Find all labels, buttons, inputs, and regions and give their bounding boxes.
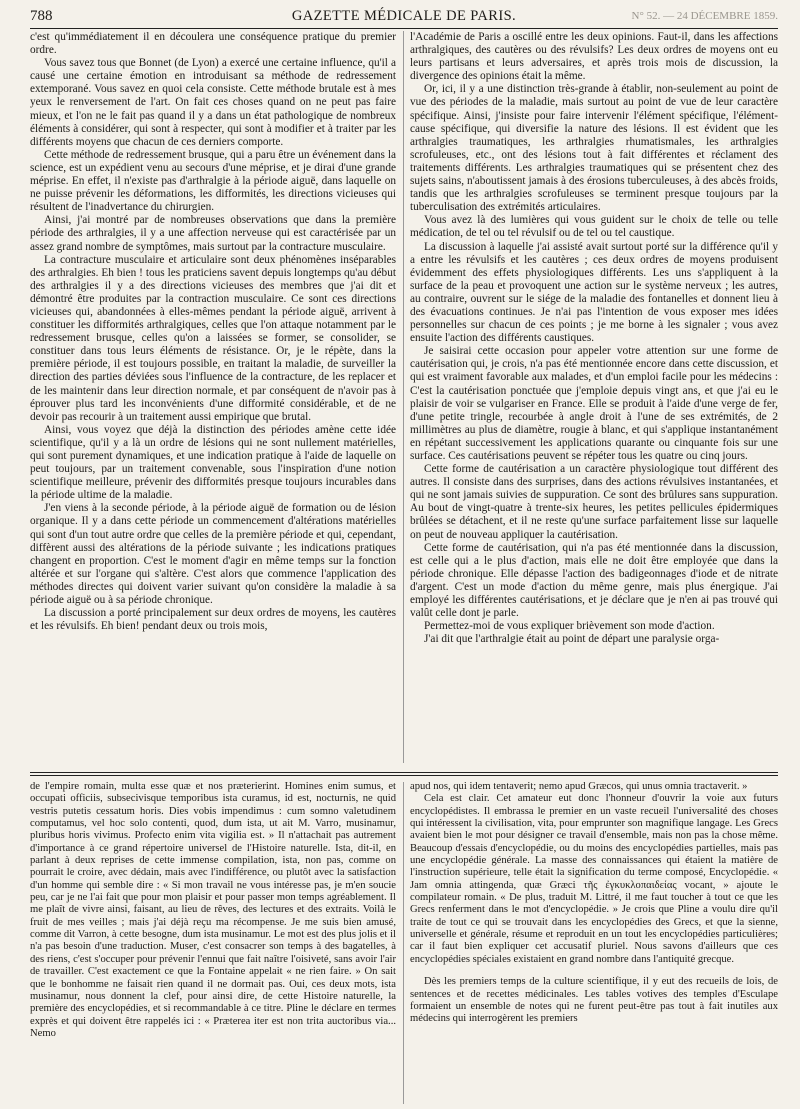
feuilleton-column-right (410, 781, 778, 1026)
column-rule-top (403, 31, 404, 763)
paragraph: Vous savez tous que Bonnet (de Lyon) a exercé une certaine influence, qu'il a causé une certaine émotion en introduisant sa méthode de redressement extemporané. Vous savez en quoi cela consiste. Cette méthode brutale est à mes yeux le renversement de l'art. On fait ces choses quand on ne peut pas faire mieux, et l'on ne le fait pas quand il y a dans un état pathologique de nombreux éléments à considérer, qui sont à respecter, qui sont à modifier et à traiter par les différents moyens que chacun de ces derniers comporte. (30, 57, 396, 148)
paragraph: Dès les premiers temps de la culture scientifique, il y eut des recueils de lois, de sentences et de recettes médicinales. Les tables votives des temples d'Esculape formaient un ensemble de notes qui ne furent peut-être pas tout à fait inutiles aux médecins qui interrogèrent les premiers (410, 976, 778, 1025)
paragraph: Cette méthode de redressement brusque, qui a paru être un événement dans la science, est un expédient venu au secours d'une méprise, et je dirai d'une grande méprise. En effet, il n'existe pas d'arthralgie à la période aiguë, dans laquelle on ne puisse prévenir les déformations, les difformités, les directions vicieuses qui résultent de l'inadvertance du chirurgien. (30, 148, 396, 214)
issue-date-faint: N° 52. — 24 DÉCEMBRE 1859. (631, 10, 778, 22)
paragraph: Permettez-moi de vous expliquer brièvement son mode d'action. (424, 620, 715, 633)
paragraph: Cette forme de cautérisation, qui n'a pas été mentionnée dans la discussion, est celle qui a le plus d'action, mais elle ne doit être employée que dans la période chronique. Elle dépasse l'action des badigeonnages d'iode et de nitrate d'argent. C'est un mode d'action du même genre, mais plus énergique. J'ai employé les différentes cautérisations, et je déclare que je n'en ai pas trouvé qui valût celle dont je parle. (410, 541, 778, 620)
paragraph: Or, ici, il y a une distinction très-grande à établir, non-seulement au point de vue des périodes de la maladie, mais surtout au point de vue de leur caractère spécifique. Ainsi, j'insiste pour faire intervenir l'élément spécifique, l'élément-cause spécifique, qui diversifie la nature des lésions. Il est évident que les arthralgies traumatiques, les arthralgies rhumatismales, les arthralgies scrofuleuses, etc., ont des lésions tout à fait différentes et réclament des traitements différents. Les arthralgies traumatiques qui se présentent chez des sujets sains, n'aboutissent jamais à des érosions tuberculeuses, à des abcès froids, tandis que les arthralgies scrofuleuses se terminent presque toujours par la tuberculisation des extrémités articulaires. (410, 83, 778, 214)
paragraph: La contracture musculaire et articulaire sont deux phénomènes inséparables des arthralgies. Eh bien ! tous les praticiens savent depuis longtemps qu'au début des arthralgies il y a des directions vicieuses des membres que j'ai dit et démontré être produites par la contraction musculaire. Ce sont ces directions vicieuses qui, abandonnées à elles-mêmes pendant la période aiguë, arrivent à constituer les difformités arthralgiques, celles que l'on attaque notamment par le redressement brusque, celles qu'on a laissées se former, se consolider, se constituer dans tous leurs éléments de résistance. Or, je le répète, dans la première période, il est toujours possible, en traitant la maladie, de surveiller la direction des parties déviées sous l'influence de la contracture, de les replacer et de les maintenir dans leur direction normale, et par conséquent de n'avoir pas à éprouver plus tard les inconvénients d'une difformité considérable, et de ne devoir pas recourir à un traitement aussi empirique que brutal. (30, 253, 396, 423)
article-column-left (30, 31, 396, 633)
feuilleton-separator-inner (30, 775, 778, 776)
article-column-right (410, 31, 778, 646)
feuilleton-column-left (30, 781, 396, 1040)
paragraph: l'Académie de Paris a oscillé entre les deux opinions. Faut-il, dans les affections arthralgiques, des cautères ou des révulsifs? Les deux ordres de moyens ont eu leurs partisans et leurs adversaires, et après trois mois de discussion, la divergence des opinions était la même. (410, 31, 778, 83)
journal-title: GAZETTE MÉDICALE DE PARIS. (291, 8, 517, 24)
paragraph: La discussion à laquelle j'ai assisté avait surtout porté sur la différence qu'il y a entre les révulsifs et les cautères ; ces deux ordres de moyens produisent évidemment des effets physiologiques différents. Les uns s'appliquent à la surface de la peau et provoquent une action sur le système nerveux ; les autres, au contraire, ouvrent sur le siége de la maladie des fontanelles et donnent lieu à des évacuations continues. Je n'ai pas l'intention de vous exposer mes idées personnelles sur chacun de ces points ; je me borne à les signaler ; vous avez ensuite l'action des différents caustiques. (410, 240, 778, 345)
page-header (30, 6, 778, 29)
paragraph: apud nos, qui idem tentaverit; nemo apud Græcos, qui unus omnia tractaverit. » (410, 781, 748, 792)
page-number: 788 (30, 8, 53, 24)
paragraph: J'en viens à la seconde période, à la période aiguë de formation ou de lésion organique. Il y a dans cette période un commencement d'altérations matérielles qui sont d'un tout autre ordre que celles de la première période et qui, cependant, diffèrent aussi des altérations de la période suivante ; les indications pratiques changent en proportion. C'est le moment d'agir en même temps sur la fonction altérée et sur l'organe qui s'altère. C'est alors que commence l'application des méthodes directes qui doivent varier suivant qu'on considère la maladie à sa période aiguë ou à sa période chronique. (30, 502, 396, 607)
paragraph: Ainsi, j'ai montré par de nombreuses observations que dans la première période des arthralgies, il y a une affection nerveuse qui est caractérisée par un assez grand nombre de symptômes, mais surtout par la contracture musculaire. (30, 214, 396, 253)
paragraph: Cela est clair. Cet amateur eut donc l'honneur d'ouvrir la voie aux futurs encyclopédistes. Il embrassa le premier en un vaste recueil l'universalité des choses qui intéressent la civilisation, vita, pour emprunter son magnifique langage. Les Grecs avaient bien le mot pour désigner ce travail d'ensemble, mais non pas la chose même. Beaucoup d'essais d'encyclopédie, ou du moins des encyclopédies partielles, mais pas une encyclopédie générale. La masse des connaissances qui étaient la matière de l'instruction supérieure, telle était la signification du terme composé, Encyclopédie. « Jam omnia attingenda, quæ Græci τῆς ἐγκυκλοπαιδείας vocant, » ajoute le compilateur romain. « De plus, traduit M. Littré, il me faut toucher à tout ce que les Grecs renferment dans le mot d'encyclopédie. » Je crois que Pline a voulu dire qu'il traite de tout ce qui se trouvait dans les encyclopédies des Grecs, et que la sienne, universelle et générale, résume et reproduit en un tout les encyclopédies particulières; car il faut bien expliquer cet accusatif pluriel. Nous savons d'ailleurs que ces encyclopédies spéciales existaient en grand nombre dans l'antiquité grecque. (410, 793, 778, 965)
paragraph: La discussion a porté principalement sur deux ordres de moyens, les cautères et les révulsifs. Eh bien! pendant deux ou trois mois, (30, 607, 396, 633)
paragraph: Je saisirai cette occasion pour appeler votre attention sur une forme de cautérisation qui, je crois, n'a pas été mentionnée encore dans cette discussion, et qui est vraiment favorable aux malades, et d'un emploi facile pour les médecins : C'est la cautérisation ponctuée que j'emploie depuis vingt ans, et que j'ai eu le plaisir de voir se vulgariser en France. Elle se produit à l'aide d'une verge de fer, d'une petite tringle, recourbée à angle droit à l'une de ses extrémités, de 2 millimètres au plus de diamètre, rougie à blanc, et qui s'applique instantanément en répétant successivement les applications quarante ou cinquante fois sur une surface. Ces cautérisations peuvent se répéter tous les quatre ou cinq jours. (410, 345, 778, 462)
paragraph: Ainsi, vous voyez que déjà la distinction des périodes amène cette idée scientifique, qu'il y a là un ordre de lésions qui ne sont nullement matérielles, qui sont purement dynamiques, et une indication pratique à l'aide de laquelle on peut toujours, par un traitement convenable, sous l'inspiration d'une notion scientifique meilleure, prévenir des difformités presque toujours incurables dans la période ultime de la maladie. (30, 423, 396, 502)
column-rule-bottom (403, 782, 404, 1104)
feuilleton-separator (30, 772, 778, 773)
paragraph: Cette forme de cautérisation a un caractère physiologique tout différent des autres. Il consiste dans des surprises, dans des actions révulsives instantanées, et qui ne sont jamais suivies de suppuration. Ce sont des brûlures sans suppuration. Au bout de vingt-quatre à trente-six heures, les petites pellicules épidermiques brûlées se détachent, et il ne reste qu'une surface parfaitement lisse sur laquelle on peut de nouveau appliquer la cautérisation. (410, 463, 778, 541)
paragraph: c'est qu'immédiatement il en découlera une conséquence pratique du premier ordre. (30, 31, 396, 57)
paragraph: de l'empire romain, multa esse quæ et nos præterierint. Homines enim sumus, et occupati officiis, subsecivisque temporibus ista curamus, id est, nocturnis, ne quid vestris putetis cessatum horis. Dies vobis impendimus : cum somno valetudinem computamus, vel hoc solo contenti, quod, dum ista, ut ait M. Varro, musinamur, pluribus horis vivimus. Profecto enim vita vigilia est. » Il n'attachait pas autrement d'importance à ce grand répertoire universel de l'Histoire naturelle. Ista, dit-il, en parlant à deux reprises de cette immense compilation, ista, non pas, comme on pourrait le croire, avec dédain, mais avec l'indifférence, ou plutôt avec la satisfaction d'un homme qui semble dire : « Si mon travail ne vous intéresse pas, je m'en soucie peu, car je ne l'ai fait que pour mon plaisir et pour passer mon temps agréablement. Il me plaît de vivre ainsi, faisant, au lieu de rêves, des lectures et des extraits. Voilà le fruit de mes veilles ; mais j'ai déjà reçu ma récompense. Je me suis bien amusé, comme dit Varron, à cette besogne, dum ista musinamur. Le mot est des plus jolis et il n'a pas besoin d'une traduction. Muser, c'est consacrer son temps à des bagatelles, à des riens, c'est s'occuper pour prévenir l'ennui que fait naître l'oisiveté, sans avoir l'air de travailler. C'est exactement ce que la Fontaine appelait « ne rien faire. » On sait que le bonhomme ne faisait rien quand il ne dormait pas. Oui, ces deux mots, ista musinamur, nous donnent la clef, pour ainsi dire, de cette Histoire naturelle, la première des encyclopédies, et si recommandable à ce titre. Pline le déclare en termes exprès et qui doivent être rappelés ici : « Præterea iter est non trita auctoribus via... Nemo (30, 781, 396, 1039)
paragraph: J'ai dit que l'arthralgie était au point de départ une paralysie orga- (424, 633, 720, 646)
paragraph-gap (410, 966, 778, 976)
paragraph: Vous avez là des lumières qui vous guident sur le choix de telle ou telle médication, de tel ou tel révulsif ou de tel ou tel caustique. (410, 214, 778, 240)
